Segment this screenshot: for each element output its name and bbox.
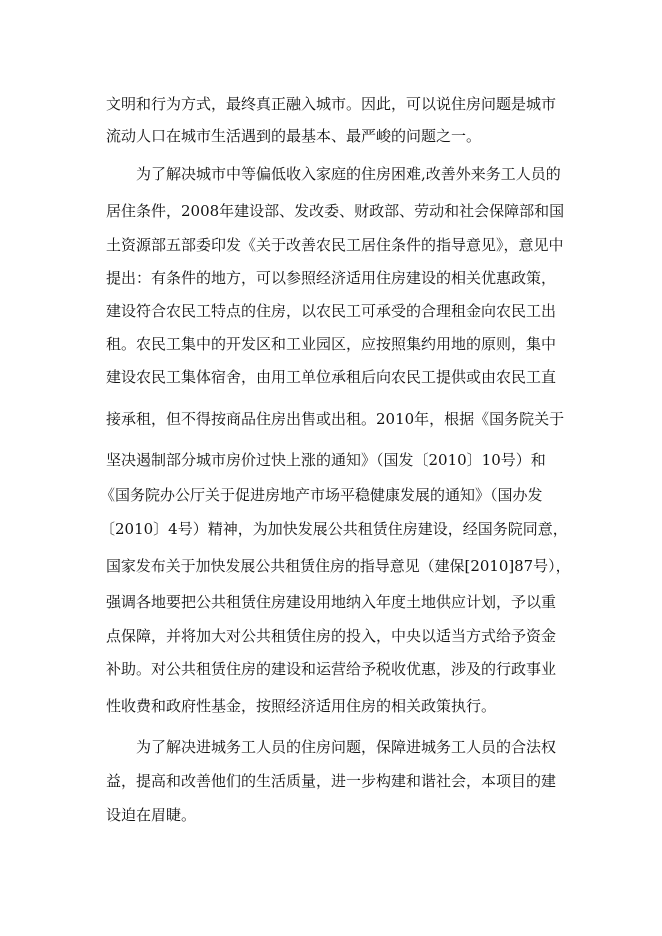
text-line: 益，提高和改善他们的生活质量，进一步构建和谐社会，本项目的建	[106, 772, 557, 790]
text-line: 国家发布关于加快发展公共租赁住房的指导意见（建保[2010]87号），	[106, 557, 571, 575]
text-line: 流动人口在城市生活遇到的最基本、最严峻的问题之一。	[106, 127, 482, 145]
text-line: 坚决遏制部分城市房价过快上涨的通知》（国发〔2010〕10号）和	[106, 451, 546, 469]
text-line: 《国务院办公厅关于促进房地产市场平稳健康发展的通知》（国办发	[100, 486, 543, 504]
text-line: 土资源部五部委印发《关于改善农民工居住条件的指导意见》，意见中	[106, 236, 564, 254]
text-line: 〔2010〕4号）精神，为加快发展公共租赁住房建设，经国务院同意，	[100, 520, 568, 538]
text-line: 提出：有条件的地方，可以参照经济适用住房建设的相关优惠政策，	[106, 269, 557, 287]
text-line: 租。农民工集中的开发区和工业园区，应按照集约用地的原则，集中	[106, 335, 557, 353]
text-line: 强调各地要把公共租赁住房建设用地纳入年度土地供应计划，予以重	[106, 593, 557, 611]
text-line: 性收费和政府性基金，按照经济适用住房的相关政策执行。	[106, 697, 497, 715]
text-line: 设迫在眉睫。	[106, 806, 197, 824]
text-line: 居住条件，2008年建设部、发改委、财政部、劳动和社会保障部和国	[106, 202, 565, 220]
text-line: 补助。对公共租赁住房的建设和运营给予税收优惠，涉及的行政事业	[106, 660, 557, 678]
text-line: 为了解决进城务工人员的住房问题，保障进城务工人员的合法权	[136, 738, 557, 756]
text-line: 为了解决城市中等偏低收入家庭的住房困难,改善外来务工人员的	[136, 165, 561, 183]
text-line: 建设农民工集体宿舍，由用工单位承租后向农民工提供或由农民工直	[106, 368, 557, 386]
text-line: 文明和行为方式，最终真正融入城市。因此，可以说住房问题是城市	[106, 95, 557, 113]
text-line: 接承租，但不得按商品住房出售或出租。2010年，根据《国务院关于	[106, 410, 565, 428]
text-line: 点保障，并将加大对公共租赁住房的投入，中央以适当方式给予资金	[106, 627, 557, 645]
text-line: 建设符合农民工特点的住房，以农民工可承受的合理租金向农民工出	[106, 302, 557, 320]
